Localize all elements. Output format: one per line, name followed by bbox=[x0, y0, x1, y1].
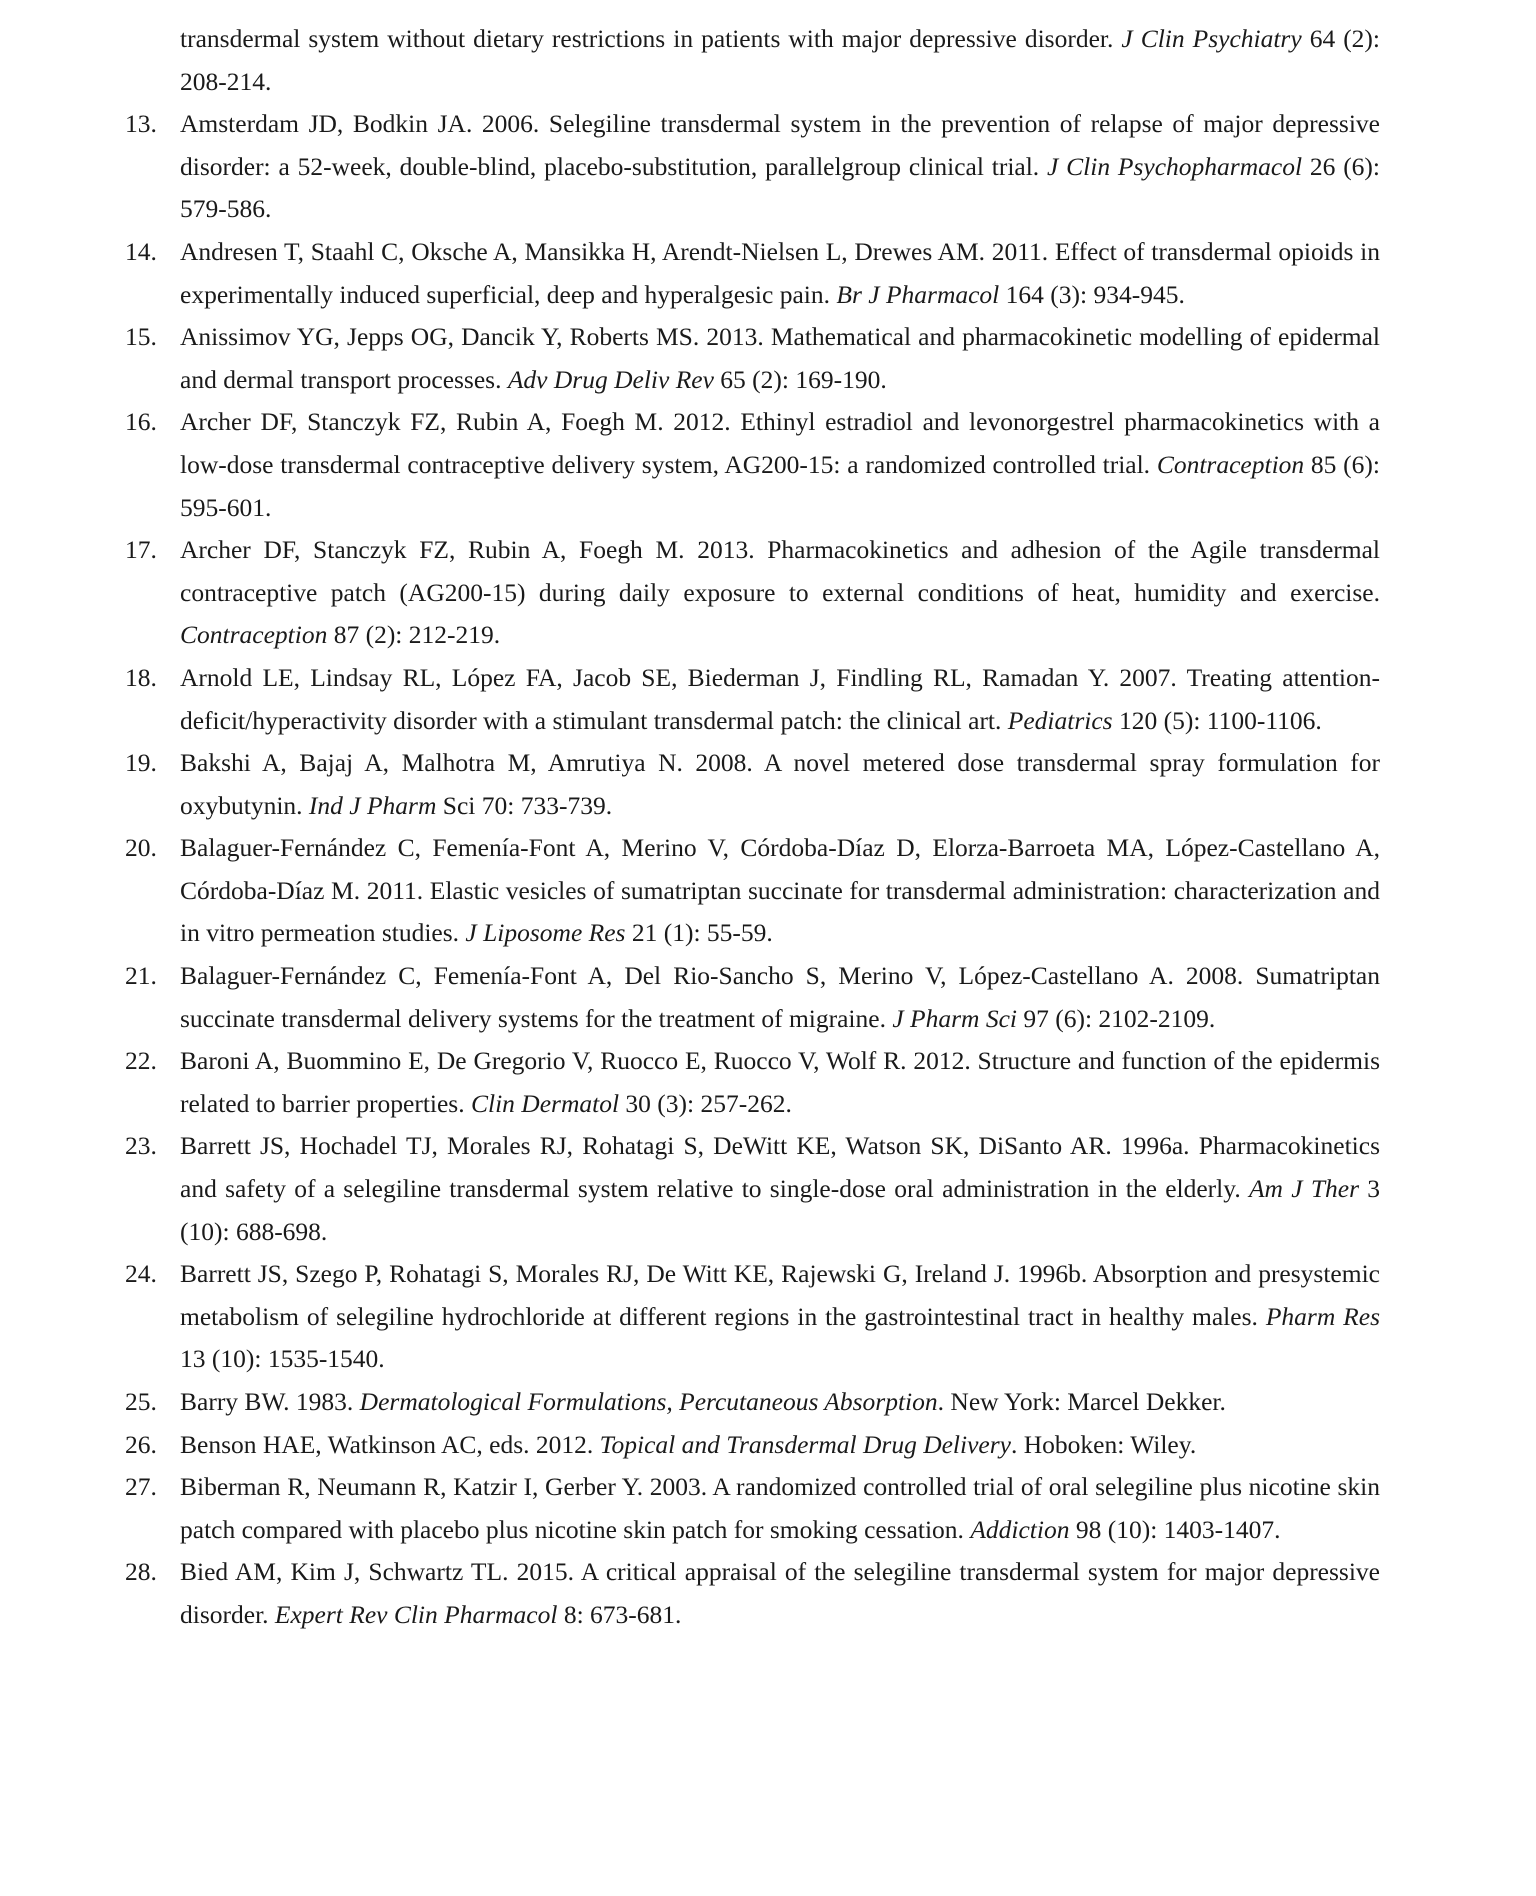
reference-citation: 98 (10): 1403-1407. bbox=[1069, 1514, 1281, 1544]
reference-body: Amsterdam JD, Bodkin JA. 2006. Selegiline transdermal system in the prevention of relapse of major depressive disorder: a 52-week, double-blind, placebo-substitution, parallelgroup clinical trial. bbox=[180, 109, 1380, 181]
reference-body: Anissimov YG, Jepps OG, Dancik Y, Roberts MS. 2013. Mathematical and pharmacokinetic modelling of epidermal and dermal transport processes. bbox=[180, 322, 1380, 394]
reference-number: 23. bbox=[125, 1131, 157, 1161]
reference-entry bbox=[125, 1466, 1380, 1551]
reference-number: 15. bbox=[125, 322, 157, 352]
reference-citation: 30 (3): 257-262. bbox=[619, 1088, 792, 1118]
reference-text bbox=[180, 1259, 1380, 1373]
reference-body: Baroni A, Buommino E, De Gregorio V, Ruocco E, Ruocco V, Wolf R. 2012. Structure and function of the epidermis related to barrier properties. bbox=[180, 1046, 1380, 1118]
reference-entry bbox=[125, 827, 1380, 955]
reference-body: Barrett JS, Szego P, Rohatagi S, Morales RJ, De Witt KE, Rajewski G, Ireland J. 1996b. Absorption and presystemic metabolism of selegiline hydrochloride at different regions in the gastrointestinal tract in healthy males. bbox=[180, 1259, 1380, 1331]
reference-text bbox=[180, 24, 1380, 96]
reference-citation: 3 (10): 688-698. bbox=[180, 1174, 1381, 1246]
reference-body: Andresen T, Staahl C, Oksche A, Mansikka H, Arendt-Nielsen L, Drewes AM. 2011. Effect of transdermal opioids in experimentally induced superficial, deep and hyperalgesic pain. bbox=[180, 236, 1380, 309]
reference-number: 21. bbox=[125, 961, 157, 991]
reference-text bbox=[180, 748, 1380, 820]
reference-body: Barry BW. 1983. bbox=[180, 1387, 360, 1416]
reference-citation: 21 (1): 55-59. bbox=[625, 918, 773, 948]
journal-title: Ind J Pharm bbox=[308, 790, 437, 820]
reference-text bbox=[180, 1046, 1380, 1118]
journal-title: Pediatrics bbox=[1007, 705, 1113, 735]
reference-citation: 13 (10): 1535-1540. bbox=[180, 1344, 385, 1374]
reference-entry bbox=[125, 1424, 1380, 1467]
reference-body: Archer DF, Stanczyk FZ, Rubin A, Foegh M. 2012. Ethinyl estradiol and levonorgestrel pharmacokinetics with a low-dose transdermal contraceptive delivery system, AG200-15: a randomized controlled trial. bbox=[180, 407, 1380, 479]
reference-entry bbox=[125, 1253, 1380, 1381]
reference-citation: 26 (6): 579-586. bbox=[180, 151, 1381, 224]
reference-text bbox=[180, 961, 1380, 1033]
reference-entry bbox=[125, 1381, 1380, 1424]
journal-title: J Clin Psychopharmacol bbox=[1047, 151, 1303, 181]
reference-body: Balaguer-Fernández C, Femenía-Font A, Del Rio-Sancho S, Merino V, López-Castellano A. 2008. Sumatriptan succinate transdermal delivery systems for the treatment of migraine. bbox=[180, 961, 1380, 1033]
reference-number: 20. bbox=[125, 833, 157, 863]
reference-citation: 97 (6): 2102-2109. bbox=[1016, 1003, 1216, 1033]
reference-citation: 164 (3): 934-945. bbox=[999, 279, 1185, 309]
reference-entry bbox=[125, 401, 1380, 529]
journal-title: Expert Rev Clin Pharmacol bbox=[274, 1599, 558, 1629]
reference-citation: 8: 673-681. bbox=[557, 1599, 682, 1629]
reference-number: 28. bbox=[125, 1557, 157, 1587]
reference-number: 26. bbox=[125, 1429, 157, 1459]
reference-number: 24. bbox=[125, 1259, 157, 1289]
reference-number: 13. bbox=[125, 109, 157, 139]
reference-text bbox=[180, 237, 1380, 309]
reference-number: 16. bbox=[125, 407, 157, 437]
journal-title: J Pharm Sci bbox=[892, 1003, 1017, 1033]
reference-text bbox=[180, 1387, 1226, 1416]
journal-title: Addiction bbox=[970, 1514, 1070, 1544]
journal-title: J Liposome Res bbox=[465, 918, 626, 948]
reference-number: 25. bbox=[125, 1387, 157, 1416]
reference-entry bbox=[125, 742, 1380, 827]
reference-citation: 64 (2): 208-214. bbox=[180, 24, 1381, 96]
reference-entry bbox=[125, 657, 1380, 742]
journal-title: Br J Pharmacol bbox=[836, 279, 1000, 309]
reference-text bbox=[180, 1557, 1380, 1629]
reference-text bbox=[180, 407, 1380, 521]
reference-entry bbox=[125, 103, 1380, 231]
reference-citation: 120 (5): 1100-1106. bbox=[1112, 705, 1322, 735]
journal-title: Pharm Res bbox=[1265, 1301, 1381, 1331]
reference-text bbox=[180, 109, 1380, 223]
reference-entry bbox=[125, 955, 1380, 1040]
reference-text bbox=[180, 1430, 1196, 1459]
reference-body: Benson HAE, Watkinson AC, eds. 2012. bbox=[180, 1429, 600, 1459]
reference-body: Biberman R, Neumann R, Katzir I, Gerber Y. 2003. A randomized controlled trial of oral selegiline plus nicotine skin patch compared with placebo plus nicotine skin patch for smoking cessation. bbox=[180, 1472, 1380, 1544]
reference-body: Bakshi A, Bajaj A, Malhotra M, Amrutiya N. 2008. A novel metered dose transdermal spray formulation for oxybutynin. bbox=[180, 748, 1380, 820]
reference-citation: 65 (2): 169-190. bbox=[713, 364, 887, 394]
reference-entry bbox=[125, 529, 1380, 657]
reference-number: 14. bbox=[125, 236, 157, 266]
reference-text bbox=[180, 1472, 1380, 1544]
reference-entry bbox=[125, 18, 1380, 103]
journal-title: Adv Drug Deliv Rev bbox=[507, 364, 714, 394]
reference-citation: 85 (6): 595-601. bbox=[180, 449, 1380, 522]
reference-entry bbox=[125, 1125, 1380, 1253]
journal-title: Dermatological Formulations, Percutaneous Absorption bbox=[359, 1387, 938, 1416]
reference-number: 19. bbox=[125, 748, 157, 778]
reference-number: 17. bbox=[125, 535, 157, 565]
reference-body: transdermal system without dietary restrictions in patients with major depressive disorder. bbox=[180, 24, 1122, 53]
reference-entry bbox=[125, 231, 1380, 316]
reference-text bbox=[180, 1131, 1380, 1245]
journal-title: Contraception bbox=[1156, 449, 1305, 479]
reference-number: 18. bbox=[125, 662, 157, 692]
reference-body: Barrett JS, Hochadel TJ, Morales RJ, Rohatagi S, DeWitt KE, Watson SK, DiSanto AR. 1996a. Pharmacokinetics and safety of a selegiline transdermal system relative to single-dose oral administration in the elderly. bbox=[180, 1131, 1380, 1204]
reference-number: 22. bbox=[125, 1046, 157, 1076]
reference-citation: 87 (2): 212-219. bbox=[327, 620, 501, 650]
reference-text bbox=[180, 322, 1380, 394]
reference-entry bbox=[125, 1551, 1380, 1636]
journal-title: Am J Ther bbox=[1248, 1174, 1359, 1204]
reference-text bbox=[180, 833, 1380, 947]
reference-citation: Sci 70: 733-739. bbox=[436, 790, 613, 820]
reference-citation: . Hoboken: Wiley. bbox=[1010, 1429, 1197, 1459]
reference-citation: . New York: Marcel Dekker. bbox=[937, 1387, 1226, 1416]
reference-entry bbox=[125, 316, 1380, 401]
reference-text bbox=[180, 535, 1380, 649]
reference-body: Bied AM, Kim J, Schwartz TL. 2015. A critical appraisal of the selegiline transdermal system for major depressive disorder. bbox=[180, 1557, 1380, 1629]
journal-title: Topical and Transdermal Drug Delivery bbox=[599, 1429, 1011, 1459]
reference-text bbox=[180, 663, 1380, 735]
reference-body: Archer DF, Stanczyk FZ, Rubin A, Foegh M. 2013. Pharmacokinetics and adhesion of the Agile transdermal contraceptive patch (AG200-15) during daily exposure to external conditions of heat, humidity and exercise. bbox=[180, 535, 1380, 607]
reference-number: 27. bbox=[125, 1472, 157, 1502]
reference-body: Balaguer-Fernández C, Femenía-Font A, Merino V, Córdoba-Díaz D, Elorza-Barroeta MA, López-Castellano A, Córdoba-Díaz M. 2011. Elastic vesicles of sumatriptan succinate for transdermal administration: characterization and in vitro permeation studies. bbox=[180, 833, 1380, 948]
reference-list bbox=[125, 18, 1380, 1637]
reference-entry bbox=[125, 1040, 1380, 1125]
journal-title: Contraception bbox=[180, 620, 328, 650]
journal-title: J Clin Psychiatry bbox=[1121, 24, 1302, 53]
reference-body: Arnold LE, Lindsay RL, López FA, Jacob SE, Biederman J, Findling RL, Ramadan Y. 2007. Treating attention-deficit/hyperactivity disorder with a stimulant transdermal patch: the clinical art. bbox=[180, 662, 1380, 735]
journal-title: Clin Dermatol bbox=[470, 1088, 620, 1118]
